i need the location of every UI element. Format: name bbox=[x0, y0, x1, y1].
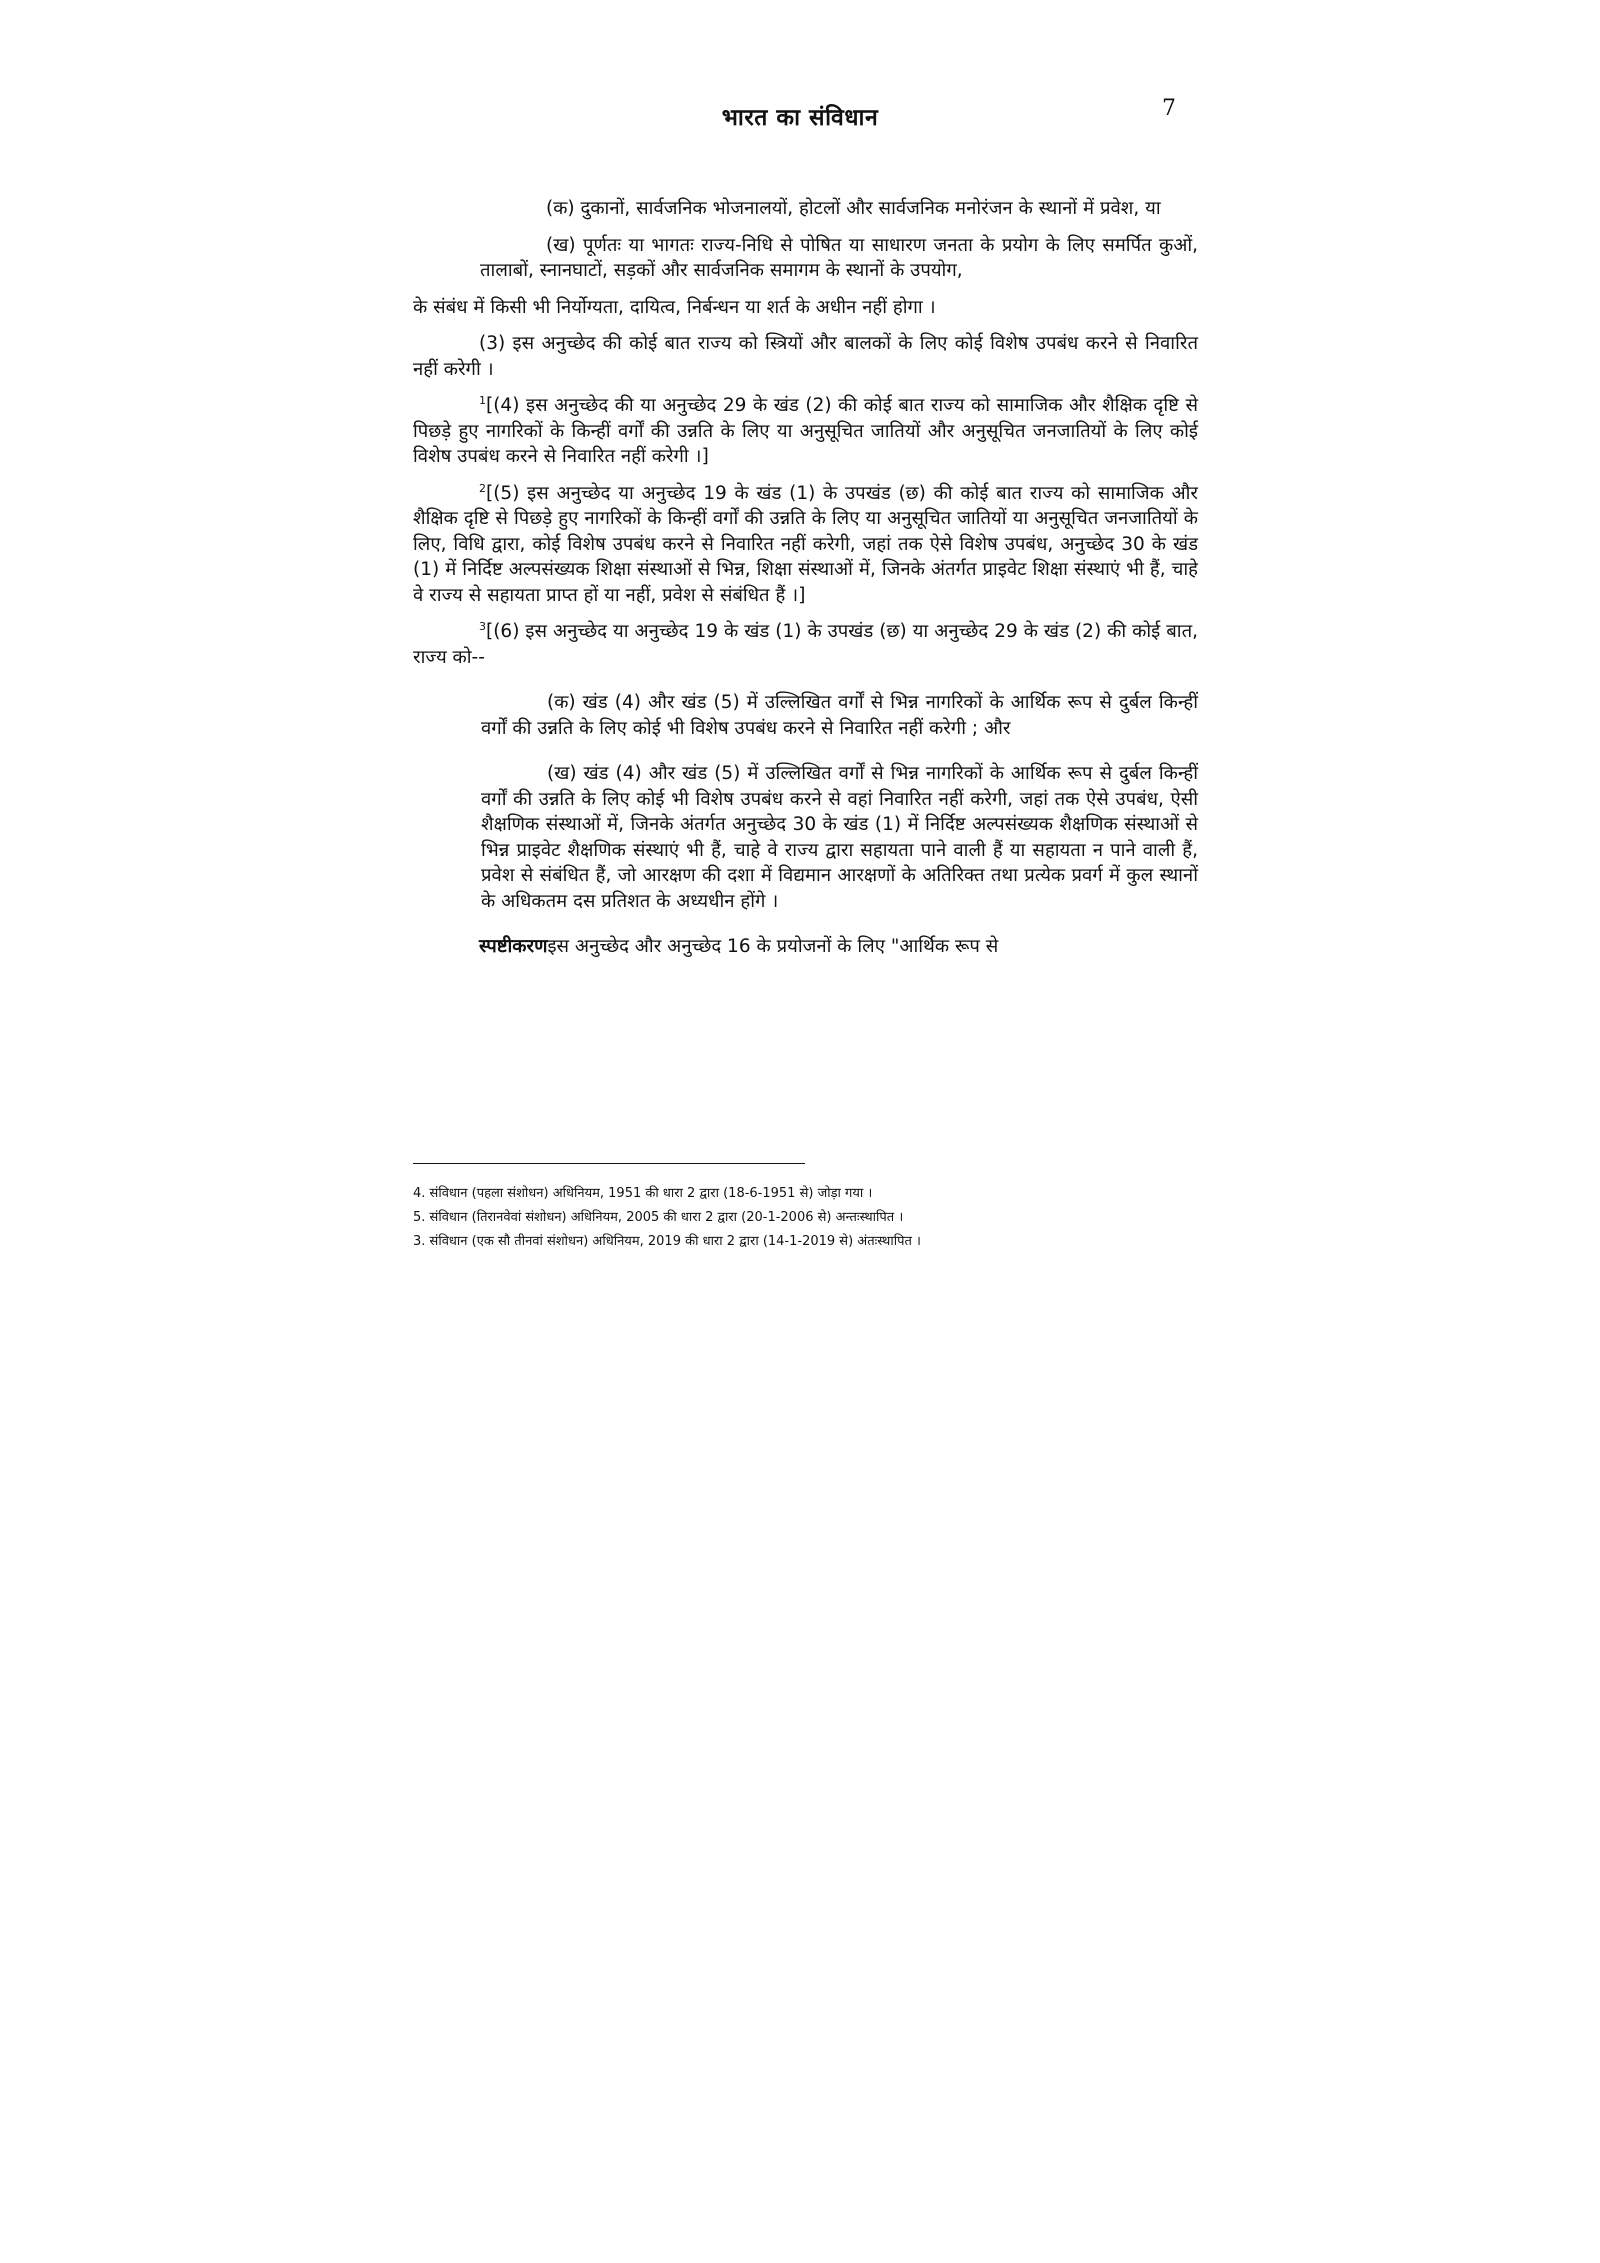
clause-6-text: [(6) इस अनुच्छेद या अनुच्छेद 19 के खंड (1) के उपखंड (छ) या अनुच्छेद 29 के खंड (2) की कोई बात, राज्य को-- bbox=[413, 621, 1198, 668]
clause-5-text: [(5) इस अनुच्छेद या अनुच्छेद 19 के खंड (1) के उपखंड (छ) की कोई बात राज्य को सामाजिक और शैक्षिक दृष्टि से पिछड़े हुए नागरिकों के किन्हीं वर्गों की उन्नति के लिए या अनुसूचित जातियों या अनुसूचित जनजातियों के लिए, विधि द्वारा, कोई विशेष उपबंध करने से निवारित नहीं करेगी, जहां तक ऐसे विशेष उपबंध, अनुच्छेद 30 के खंड (1) में निर्दिष्ट अल्पसंख्यक शिक्षा संस्थाओं से भिन्न, शिक्षा संस्थाओं में, जिनके अंतर्गत प्राइवेट शिक्षा संस्थाएं भी हैं, चाहे वे राज्य से सहायता प्राप्त हों या नहीं, प्रवेश से संबंधित हैं ।] bbox=[413, 482, 1198, 606]
explanation-text: इस अनुच्छेद और अनुच्छेद 16 के प्रयोजनों के लिए "आर्थिक रूप से bbox=[547, 936, 999, 957]
footnote-3: 3. संविधान (एक सौ तीनवां संशोधन) अधिनियम, 2019 की धारा 2 द्वारा (14-1-2019 से) अंतःस्थापित । bbox=[413, 1234, 921, 1249]
clause-6 bbox=[413, 619, 1198, 670]
footnote-mark-1: 1 bbox=[479, 393, 486, 407]
clause-4 bbox=[413, 393, 1198, 470]
footnote-mark-2: 2 bbox=[479, 481, 486, 495]
explanation bbox=[413, 934, 1198, 960]
main-text bbox=[413, 196, 1198, 971]
clause-4-text: [(4) इस अनुच्छेद की या अनुच्छेद 29 के खंड (2) की कोई बात राज्य को सामाजिक और शैक्षिक दृष्टि से पिछड़े हुए नागरिकों के किन्हीं वर्गों की उन्नति के लिए या अनुसूचित जातियों और अनुसूचित जनजातियों के लिए कोई विशेष उपबंध करने से निवारित नहीं करेगी ।] bbox=[413, 395, 1198, 467]
clause-5 bbox=[413, 481, 1198, 609]
footnote-mark-3: 3 bbox=[479, 619, 486, 633]
clause-3: (3) इस अनुच्छेद की कोई बात राज्य को स्त्रियों और बालकों के लिए कोई विशेष उपबंध करने से निवारित नहीं करेगी । bbox=[413, 333, 1198, 380]
page-title: भारत का संविधान bbox=[721, 105, 879, 131]
footnote-1: 4. संविधान (पहला संशोधन) अधिनियम, 1951 की धारा 2 द्वारा (18-6-1951 से) जोड़ा गया । bbox=[413, 1186, 873, 1201]
tail-clause: के संबंध में किसी भी निर्योग्यता, दायित्व, निर्बन्धन या शर्त के अधीन नहीं होगा । bbox=[413, 296, 936, 318]
item-kha-2: (ख) खंड (4) और खंड (5) में उल्लिखित वर्गों से भिन्न नागरिकों के आर्थिक रूप से दुर्बल किन्हीं वर्गों की उन्नति के लिए कोई भी विशेष उपबंध करने से वहां निवारित नहीं करेगी, जहां तक ऐसे उपबंध, ऐसी शैक्षणिक संस्थाओं में, जिनके अंतर्गत अनुच्छेद 30 के खंड (1) में निर्दिष्ट अल्पसंख्यक शैक्षणिक संस्थाओं से भिन्न प्राइवेट शैक्षणिक संस्थाएं भी हैं, चाहे वे राज्य द्वारा सहायता पाने वाली हैं या सहायता न पाने वाली हैं, प्रवेश से संबंधित हैं, जो आरक्षण की दशा में विद्यमान आरक्षणों के अतिरिक्त तथा प्रत्येक प्रवर्ग में कुल स्थानों के अधिकतम दस प्रतिशत के अध्यधीन होंगे । bbox=[481, 763, 1198, 912]
item-ka-1: (क) दुकानों, सार्वजनिक भोजनालयों, होटलों और सार्वजनिक मनोरंजन के स्थानों में प्रवेश, या bbox=[546, 198, 1161, 219]
item-ka-2: (क) खंड (4) और खंड (5) में उल्लिखित वर्गों से भिन्न नागरिकों के आर्थिक रूप से दुर्बल किन्हीं वर्गों की उन्नति के लिए कोई भी विशेष उपबंध करने से निवारित नहीं करेगी ; और bbox=[481, 692, 1198, 739]
item-kha-1: (ख) पूर्णतः या भागतः राज्य-निधि से पोषित या साधारण जनता के प्रयोग के लिए समर्पित कुओं, तालाबों, स्नानघाटों, सड़कों और सार्वजनिक समागम के स्थानों के उपयोग, bbox=[480, 234, 1199, 281]
page-number: 7 bbox=[1162, 96, 1176, 121]
explanation-label: स्पष्टीकरण bbox=[479, 936, 548, 957]
footnote-divider bbox=[413, 1163, 805, 1164]
footnotes bbox=[413, 1182, 1198, 1254]
footnote-2: 5. संविधान (तिरानवेवां संशोधन) अधिनियम, 2005 की धारा 2 द्वारा (20-1-2006 से) अन्तःस्थापित । bbox=[413, 1210, 904, 1225]
